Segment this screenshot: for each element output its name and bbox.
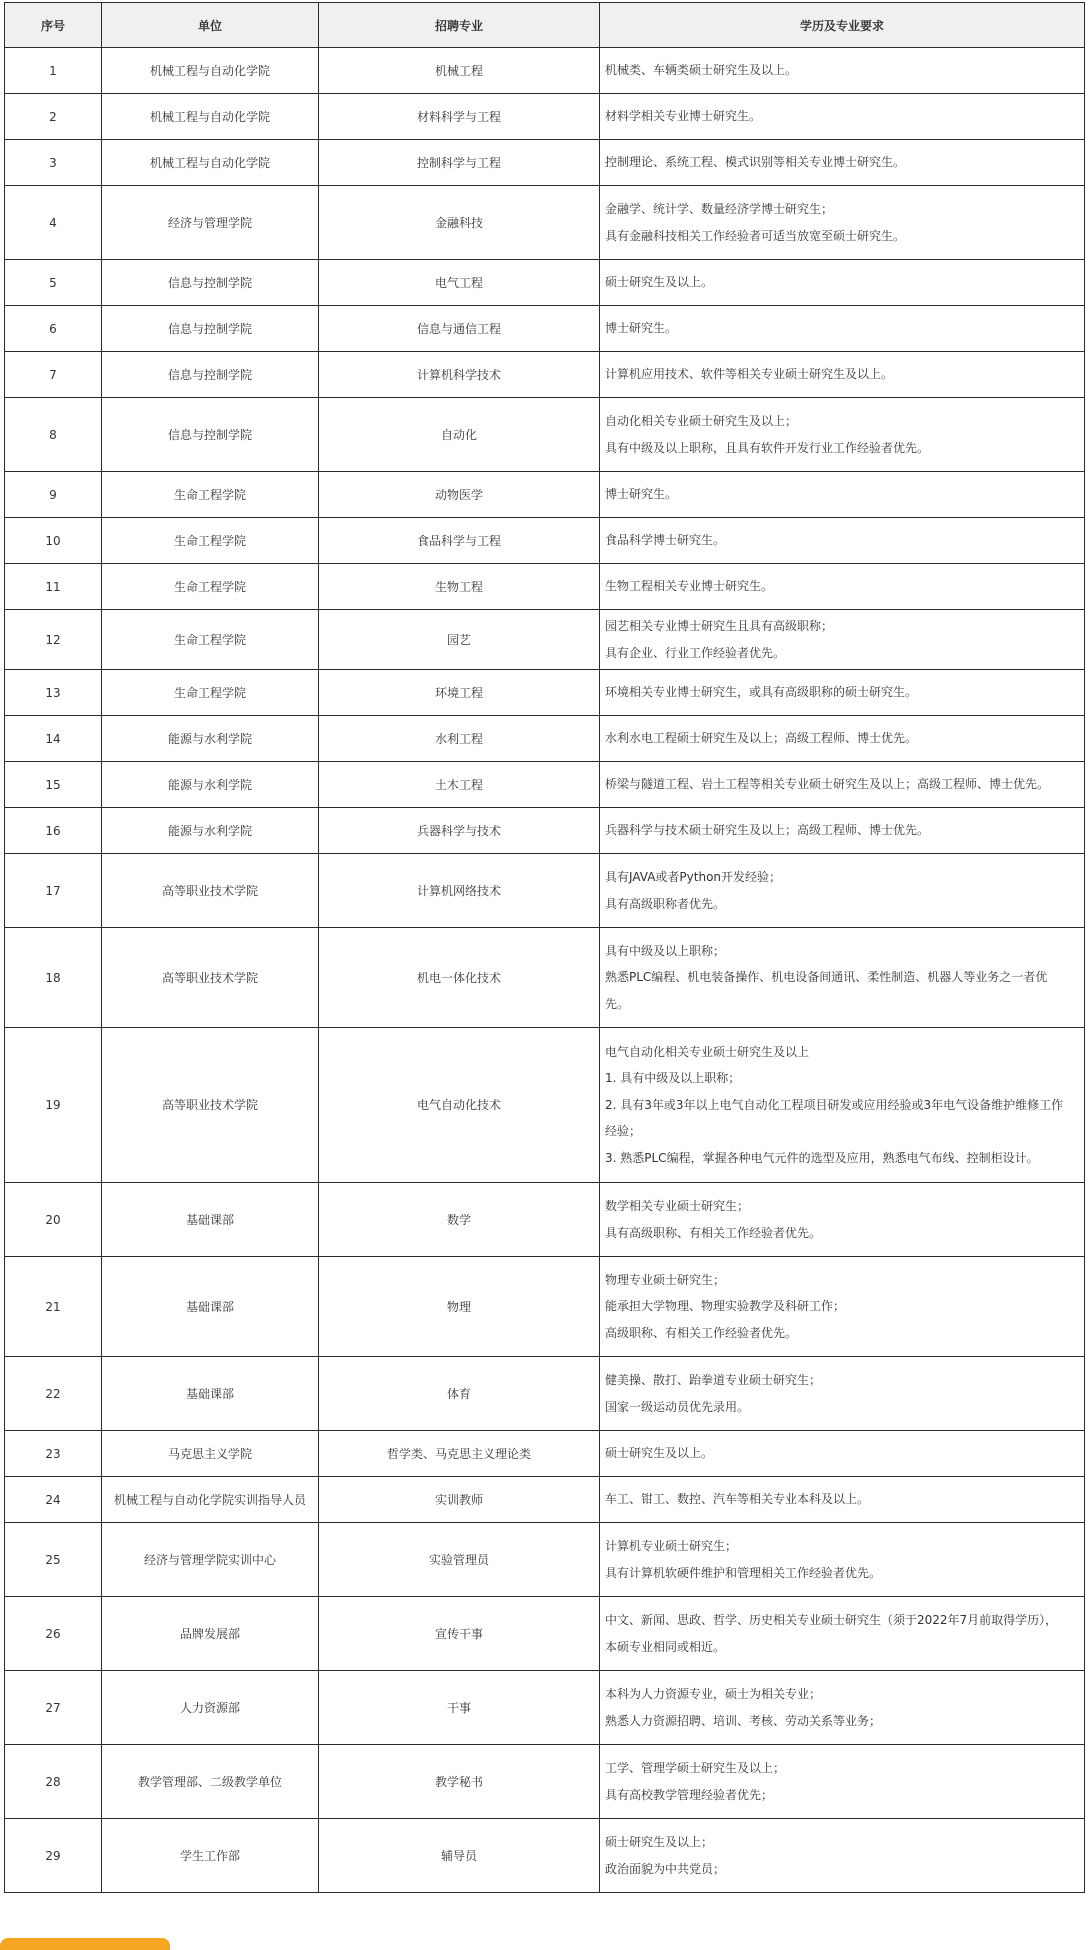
table-row [5, 472, 1085, 518]
requirement-line: 国家一级运动员优先录用。 [605, 1399, 750, 1414]
table-row [5, 716, 1085, 762]
row-unit: 经济与管理学院实训中心 [102, 1523, 319, 1597]
row-major: 土木工程 [319, 762, 600, 808]
table-row [5, 1257, 1085, 1357]
requirement-line: 3. 熟悉PLC编程，掌握各种电气元件的选型及应用，熟悉电气布线、控制柜设计。 [605, 1150, 1039, 1165]
row-major: 物理 [319, 1257, 600, 1357]
table-row [5, 1477, 1085, 1523]
row-requirement [600, 854, 1085, 928]
row-major: 环境工程 [319, 670, 600, 716]
row-number: 7 [5, 352, 102, 398]
row-number: 10 [5, 518, 102, 564]
requirement-line: 自动化相关专业硕士研究生及以上； [605, 414, 798, 428]
table-row [5, 610, 1085, 670]
row-requirement [600, 398, 1085, 472]
table-row [5, 1028, 1085, 1183]
row-unit: 经济与管理学院 [102, 186, 319, 260]
row-number: 24 [5, 1477, 102, 1523]
row-number: 25 [5, 1523, 102, 1597]
requirement-line: 环境相关专业博士研究生，或具有高级职称的硕士研究生。 [605, 685, 918, 700]
row-number: 21 [5, 1257, 102, 1357]
row-number: 9 [5, 472, 102, 518]
requirement-line: 具有金融科技相关工作经验者可适当放宽至硕士研究生。 [605, 228, 906, 243]
table-row [5, 306, 1085, 352]
row-number: 1 [5, 48, 102, 94]
row-requirement [600, 1477, 1085, 1523]
requirement-line: 1. 具有中级及以上职称； [605, 1071, 741, 1086]
row-major: 干事 [319, 1671, 600, 1745]
row-major: 园艺 [319, 610, 600, 670]
table-row [5, 762, 1085, 808]
row-unit: 机械工程与自动化学院 [102, 140, 319, 186]
requirement-line: 计算机应用技术、软件等相关专业硕士研究生及以上。 [605, 367, 894, 382]
row-requirement [600, 140, 1085, 186]
row-major: 辅导员 [319, 1819, 600, 1893]
row-major: 宣传干事 [319, 1597, 600, 1671]
row-requirement [600, 352, 1085, 398]
requirement-line: 物理专业硕士研究生； [605, 1272, 726, 1287]
row-major: 电气自动化技术 [319, 1028, 600, 1183]
row-number: 18 [5, 928, 102, 1028]
recruitment-table [4, 2, 1085, 1893]
table-row [5, 1597, 1085, 1671]
requirement-line: 具有高级职称、有相关工作经验者优先。 [605, 1225, 822, 1240]
row-requirement [600, 186, 1085, 260]
row-unit: 高等职业技术学院 [102, 928, 319, 1028]
row-requirement [600, 928, 1085, 1028]
row-major: 材料科学与工程 [319, 94, 600, 140]
row-number: 3 [5, 140, 102, 186]
row-unit: 高等职业技术学院 [102, 854, 319, 928]
row-number: 16 [5, 808, 102, 854]
table-row [5, 808, 1085, 854]
requirement-line: 材料学相关专业博士研究生。 [605, 109, 762, 124]
row-major: 机械工程 [319, 48, 600, 94]
row-major: 教学秘书 [319, 1745, 600, 1819]
row-unit: 能源与水利学院 [102, 716, 319, 762]
table-row [5, 518, 1085, 564]
row-unit: 生命工程学院 [102, 564, 319, 610]
row-requirement [600, 762, 1085, 808]
requirement-line: 水利水电工程硕士研究生及以上；高级工程师、博士优先。 [605, 731, 918, 746]
row-major: 电气工程 [319, 260, 600, 306]
requirement-line: 控制理论、系统工程、模式识别等相关专业博士研究生。 [605, 155, 906, 170]
row-requirement [600, 260, 1085, 306]
row-number: 5 [5, 260, 102, 306]
table-row [5, 670, 1085, 716]
table-row [5, 564, 1085, 610]
requirement-line: 电气自动化相关专业硕士研究生及以上 [605, 1044, 810, 1059]
requirement-line: 具有高校教学管理经验者优先； [605, 1787, 774, 1802]
requirement-line: 具有中级及以上职称，且具有软件开发行业工作经验者优先。 [605, 440, 930, 455]
row-requirement [600, 94, 1085, 140]
requirement-line: 硕士研究生及以上。 [605, 1446, 714, 1461]
bottom-banner-tab [0, 1938, 170, 1950]
requirement-line: 本硕专业相同或相近。 [605, 1639, 726, 1654]
requirement-line: 健美操、散打、跆拳道专业硕士研究生； [605, 1373, 822, 1387]
row-unit: 马克思主义学院 [102, 1431, 319, 1477]
requirement-line: 经验； [605, 1124, 642, 1139]
requirement-line: 高级职称、有相关工作经验者优先。 [605, 1325, 798, 1340]
row-major: 生物工程 [319, 564, 600, 610]
table-header-row [5, 3, 1085, 48]
row-major: 兵器科学与技术 [319, 808, 600, 854]
row-requirement [600, 564, 1085, 610]
row-requirement [600, 1597, 1085, 1671]
row-requirement [600, 716, 1085, 762]
requirement-line: 博士研究生。 [605, 321, 678, 336]
row-unit: 信息与控制学院 [102, 398, 319, 472]
table-row [5, 186, 1085, 260]
row-number: 14 [5, 716, 102, 762]
row-unit: 机械工程与自动化学院 [102, 94, 319, 140]
row-number: 8 [5, 398, 102, 472]
table-row [5, 398, 1085, 472]
row-number: 27 [5, 1671, 102, 1745]
row-requirement [600, 1523, 1085, 1597]
row-major: 金融科技 [319, 186, 600, 260]
row-unit: 品牌发展部 [102, 1597, 319, 1671]
requirement-line: 具有高级职称者优先。 [605, 896, 726, 911]
table-row [5, 1183, 1085, 1257]
row-number: 2 [5, 94, 102, 140]
requirement-line: 熟悉人力资源招聘、培训、考核、劳动关系等业务； [605, 1713, 882, 1728]
row-requirement [600, 306, 1085, 352]
table-row [5, 1523, 1085, 1597]
row-unit: 基础课部 [102, 1183, 319, 1257]
requirement-line: 食品科学博士研究生。 [605, 533, 726, 548]
row-unit: 高等职业技术学院 [102, 1028, 319, 1183]
table-row [5, 854, 1085, 928]
row-major: 计算机网络技术 [319, 854, 600, 928]
table-row [5, 352, 1085, 398]
row-requirement [600, 1028, 1085, 1183]
header-unit: 单位 [102, 3, 319, 48]
row-major: 哲学类、马克思主义理论类 [319, 1431, 600, 1477]
row-requirement [600, 1357, 1085, 1431]
table-row [5, 1431, 1085, 1477]
row-unit: 生命工程学院 [102, 472, 319, 518]
row-major: 数学 [319, 1183, 600, 1257]
row-major: 控制科学与工程 [319, 140, 600, 186]
row-number: 26 [5, 1597, 102, 1671]
row-requirement [600, 48, 1085, 94]
row-unit: 能源与水利学院 [102, 808, 319, 854]
row-major: 信息与通信工程 [319, 306, 600, 352]
row-requirement [600, 670, 1085, 716]
row-number: 12 [5, 610, 102, 670]
recruitment-table-container [4, 2, 1084, 1893]
table-row [5, 140, 1085, 186]
requirement-line: 具有中级及以上职称； [605, 943, 726, 958]
row-number: 4 [5, 186, 102, 260]
row-major: 食品科学与工程 [319, 518, 600, 564]
row-major: 水利工程 [319, 716, 600, 762]
requirement-line: 金融学、统计学、数量经济学博士研究生； [605, 202, 834, 216]
row-requirement [600, 518, 1085, 564]
requirement-line: 能承担大学物理、物理实验教学及科研工作； [605, 1299, 846, 1314]
row-number: 11 [5, 564, 102, 610]
table-row [5, 1671, 1085, 1745]
row-requirement [600, 1431, 1085, 1477]
requirement-line: 先。 [605, 996, 630, 1011]
table-row [5, 1745, 1085, 1819]
requirement-line: 兵器科学与技术硕士研究生及以上；高级工程师、博士优先。 [605, 823, 930, 838]
row-requirement [600, 1257, 1085, 1357]
requirement-line: 政治面貌为中共党员； [605, 1861, 726, 1876]
row-unit: 基础课部 [102, 1357, 319, 1431]
row-unit: 基础课部 [102, 1257, 319, 1357]
row-number: 19 [5, 1028, 102, 1183]
row-number: 20 [5, 1183, 102, 1257]
row-number: 13 [5, 670, 102, 716]
row-major: 实验管理员 [319, 1523, 600, 1597]
requirement-line: 中文、新闻、思政、哲学、历史相关专业硕士研究生（须于2022年7月前取得学历）， [605, 1613, 1058, 1627]
row-unit: 人力资源部 [102, 1671, 319, 1745]
row-requirement [600, 1745, 1085, 1819]
requirement-line: 具有JAVA或者Python开发经验； [605, 870, 782, 884]
row-requirement [600, 472, 1085, 518]
requirement-line: 硕士研究生及以上； [605, 1835, 714, 1849]
row-unit: 信息与控制学院 [102, 306, 319, 352]
row-requirement [600, 808, 1085, 854]
row-unit: 教学管理部、二级教学单位 [102, 1745, 319, 1819]
row-unit: 信息与控制学院 [102, 352, 319, 398]
header-requirement: 学历及专业要求 [600, 3, 1085, 48]
row-number: 23 [5, 1431, 102, 1477]
row-requirement [600, 1671, 1085, 1745]
requirement-line: 工学、管理学硕士研究生及以上； [605, 1761, 786, 1775]
row-major: 实训教师 [319, 1477, 600, 1523]
row-number: 6 [5, 306, 102, 352]
requirement-line: 具有企业、行业工作经验者优先。 [605, 645, 786, 660]
row-unit: 机械工程与自动化学院实训指导人员 [102, 1477, 319, 1523]
requirement-line: 本科为人力资源专业，硕士为相关专业； [605, 1687, 822, 1701]
row-major: 动物医学 [319, 472, 600, 518]
row-major: 计算机科学技术 [319, 352, 600, 398]
row-requirement [600, 1183, 1085, 1257]
table-row [5, 260, 1085, 306]
table-row [5, 94, 1085, 140]
row-number: 15 [5, 762, 102, 808]
requirement-line: 车工、钳工、数控、汽车等相关专业本科及以上。 [605, 1492, 870, 1507]
table-body [5, 48, 1085, 1893]
row-unit: 学生工作部 [102, 1819, 319, 1893]
row-requirement [600, 1819, 1085, 1893]
table-row [5, 48, 1085, 94]
row-number: 29 [5, 1819, 102, 1893]
header-major: 招聘专业 [319, 3, 600, 48]
row-major: 机电一体化技术 [319, 928, 600, 1028]
table-row [5, 1819, 1085, 1893]
requirement-line: 园艺相关专业博士研究生且具有高级职称； [605, 619, 834, 633]
row-unit: 机械工程与自动化学院 [102, 48, 319, 94]
row-unit: 生命工程学院 [102, 610, 319, 670]
requirement-line: 2. 具有3年或3年以上电气自动化工程项目研发或应用经验或3年电气设备维护维修工作 [605, 1097, 1064, 1112]
table-row [5, 1357, 1085, 1431]
row-number: 28 [5, 1745, 102, 1819]
requirement-line: 具有计算机软硬件维护和管理相关工作经验者优先。 [605, 1565, 882, 1580]
requirement-line: 博士研究生。 [605, 487, 678, 502]
row-unit: 生命工程学院 [102, 670, 319, 716]
requirement-line: 计算机专业硕士研究生； [605, 1539, 738, 1553]
requirement-line: 数学相关专业硕士研究生； [605, 1199, 750, 1213]
requirement-line: 硕士研究生及以上。 [605, 275, 714, 290]
row-number: 22 [5, 1357, 102, 1431]
row-major: 自动化 [319, 398, 600, 472]
row-number: 17 [5, 854, 102, 928]
row-unit: 信息与控制学院 [102, 260, 319, 306]
requirement-line: 桥梁与隧道工程、岩土工程等相关专业硕士研究生及以上；高级工程师、博士优先。 [605, 777, 1050, 792]
requirement-line: 生物工程相关专业博士研究生。 [605, 579, 774, 594]
requirement-line: 熟悉PLC编程、机电装备操作、机电设备间通讯、柔性制造、机器人等业务之一者优 [605, 970, 1048, 985]
row-major: 体育 [319, 1357, 600, 1431]
header-no: 序号 [5, 3, 102, 48]
row-unit: 生命工程学院 [102, 518, 319, 564]
row-unit: 能源与水利学院 [102, 762, 319, 808]
requirement-line: 机械类、车辆类硕士研究生及以上。 [605, 63, 798, 78]
row-requirement [600, 610, 1085, 670]
table-row [5, 928, 1085, 1028]
